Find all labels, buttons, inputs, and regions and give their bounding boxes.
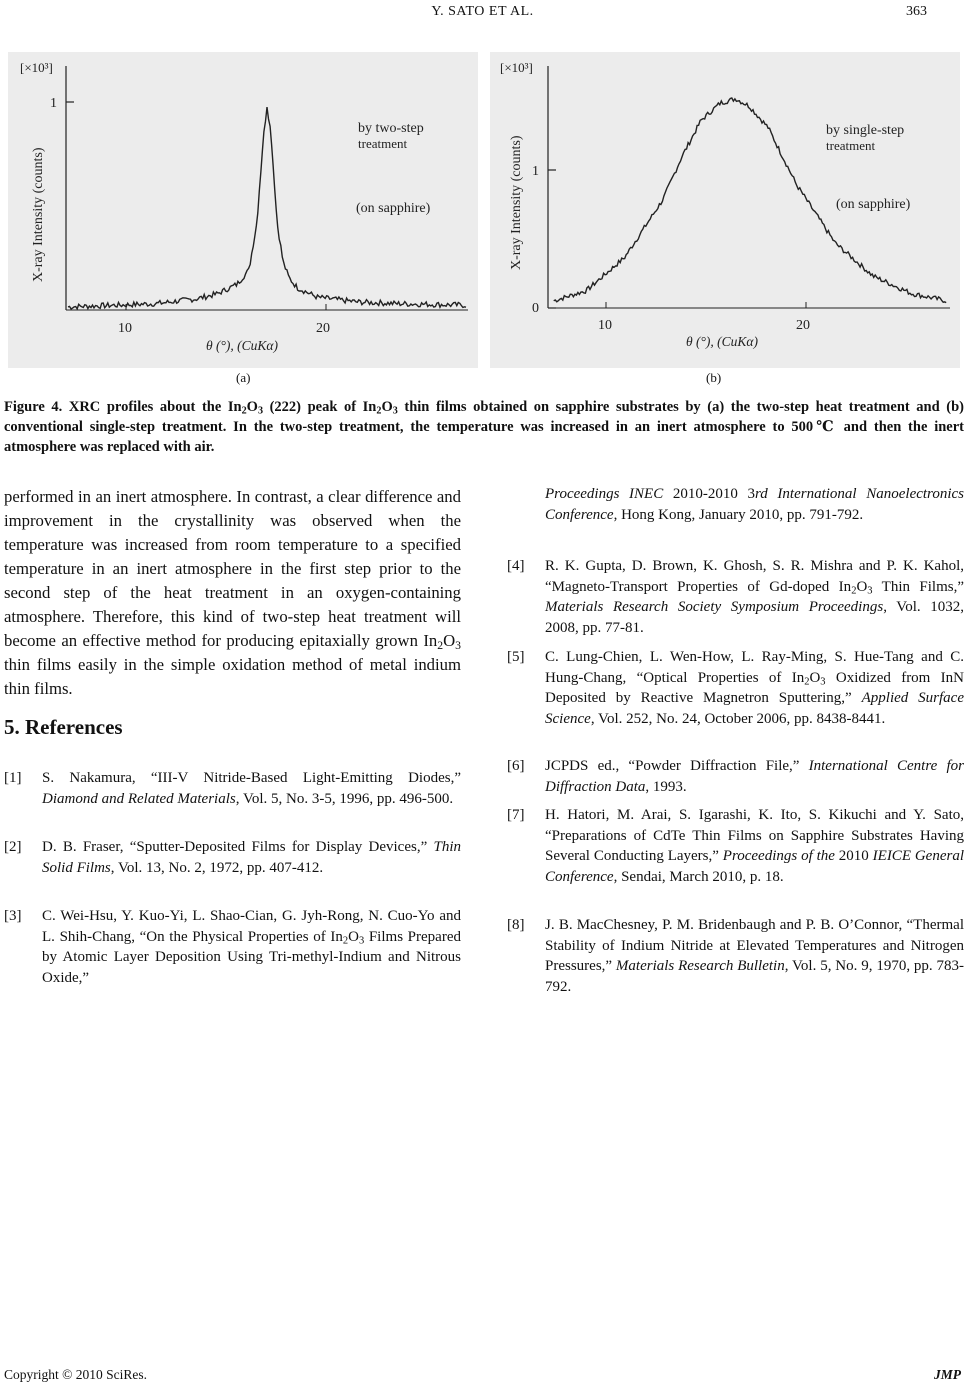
footer-journal: JMP — [934, 1367, 961, 1382]
reference-item: [5] C. Lung-Chien, L. Wen-How, L. Ray-Ming, S. Hue-Tang and C. Hung-Chang, “Optical Properties of $In_2O_3$ Oxidized from InN Deposited by Reactive Magnetron Sputtering,” Applied Surface Science, Vol. 252, No. 24, October 2006, pp. 8438-8441. — [507, 649, 965, 727]
x-tick-label: 20 — [796, 318, 810, 333]
annotation-line2: treatment — [358, 136, 408, 151]
annotation-sub: (on sapphire) — [356, 201, 431, 216]
annotation-sub: (on sapphire) — [836, 197, 911, 212]
reference-item: [2] D. B. Fraser, “Sputter-Deposited Films for Display Devices,” Thin Solid Films, Vol. 13, No. 2, 1972, pp. 407-412. — [4, 839, 461, 876]
references-heading: 5. References — [4, 715, 123, 739]
y-axis-label: X-ray Intensity (counts) — [31, 147, 46, 282]
y-tick-label: 0 — [532, 301, 539, 316]
sublabel-b: (b) — [706, 370, 722, 385]
annotation-line1: by two-step — [358, 121, 424, 136]
reference-item: [6] JCPDS ed., “Powder Diffraction File,” International Centre for Diffraction Data, 1993. — [507, 758, 964, 795]
reference-item: [4] R. K. Gupta, D. Brown, K. Ghosh, S. R. Mishra and P. K. Kahol, “Magneto-Transport Properties of Gd-doped $In_2O_3$ Thin Films,” Materials Research Society Symposium Proceedings, Vol. 1032, 2008, pp. 77-81. — [507, 558, 964, 636]
sublabel-a: (a) — [236, 370, 251, 385]
multiplier-label: [×10³] — [500, 60, 533, 75]
xrc-chart-b — [490, 52, 960, 368]
figure-caption: Figure 4. XRC profiles about the $In_2O_3$ (222) peak of $In_2O_3$ thin films obtained on sapphire substrates by (a) the two-step heat treatment and (b) conventional single-step treatment. In the two-step treatment, the temperature was increased in an inert atmosphere to 500℃ and then the inert atmosphere was replaced with air. — [4, 399, 964, 455]
body-paragraph: performed in an inert atmosphere. In contrast, a clear difference and improvement in the crystallinity was observed when the temperature was increased from room temperature to a specified temperature in an inert atmosphere in the first step prior to the second step of the heat treatment in an oxygen-containing atmosphere. Therefore, this kind of two-step heat treatment will become an effective method for producing epitaxially grown $In_2O_3$ thin films easily in the simple oxidation method of metal indium thin films. — [4, 487, 461, 698]
y-axis-label: X-ray Intensity (counts) — [509, 135, 524, 270]
caption-part: Figure 4. XRC profiles about the In — [4, 399, 242, 415]
figure-panel-a — [8, 52, 478, 368]
x-tick-label: 10 — [118, 321, 132, 336]
annotation-line1: by single-step — [826, 123, 905, 138]
reference-item: [1] S. Nakamura, “III-V Nitride-Based Light-Emitting Diodes,” Diamond and Related Materials, Vol. 5, No. 3-5, 1996, pp. 496-500. — [4, 770, 461, 807]
caption-part: thin films obtained on sapphire substrates by (a) the two-step heat treatment and (b) conventional single-step treatment. In the two-step treatment, the temperature was increased in an inert atmosphere to 500℃ and then the inert atmosphere was replaced with air. — [4, 399, 964, 455]
x-axis-label: θ (°), (CuKα) — [206, 338, 278, 353]
y-tick-label: 1 — [532, 164, 539, 179]
caption-part: (222) peak of In — [269, 399, 377, 415]
x-tick-label: 10 — [598, 318, 612, 333]
reference-item: [7] H. Hatori, M. Arai, S. Igarashi, K. Ito, S. Kikuchi and Y. Sato, “Preparations of CdTe Thin Films on Sapphire Substrates Having Several Conducting Layers,” Proceedings of the 2010 IEICE General Conference, Sendai, March 2010, p. 18. — [507, 807, 964, 885]
reference-item-continued: Proceedings INEC 2010-2010 3rd International Nanoelectronics Conference, Hong Kong, January 2010, pp. 791-792. — [545, 486, 964, 523]
annotation-line2: treatment — [826, 138, 876, 153]
y-tick-label: 1 — [50, 96, 57, 111]
multiplier-label: [×10³] — [20, 60, 53, 75]
x-axis-label: θ (°), (CuKα) — [686, 334, 758, 349]
running-title: Y. SATO ET AL. — [431, 4, 534, 19]
reference-item: [3] C. Wei-Hsu, Y. Kuo-Yi, L. Shao-Cian, G. Jyh-Rong, N. Cuo-Yo and L. Shih-Chang, “On the Physical Properties of $In_2O_3$ Films Prepared by Atomic Layer Deposition Using Tri-methyl-Indium and Nitrous Oxide,” — [4, 908, 461, 986]
xrc-chart-a — [8, 52, 478, 368]
figure-panel-b — [490, 52, 960, 368]
reference-item: [8] J. B. MacChesney, P. M. Bridenbaugh and P. B. O’Connor, “Thermal Stability of Indium Nitride at Elevated Temperatures and Nitrogen Pressures,” Materials Research Bulletin, Vol. 5, No. 9, 1970, pp. 783-792. — [507, 917, 965, 995]
page-number: 363 — [906, 4, 927, 19]
x-tick-label: 20 — [316, 321, 330, 336]
footer-copyright: Copyright © 2010 SciRes. — [4, 1367, 148, 1382]
